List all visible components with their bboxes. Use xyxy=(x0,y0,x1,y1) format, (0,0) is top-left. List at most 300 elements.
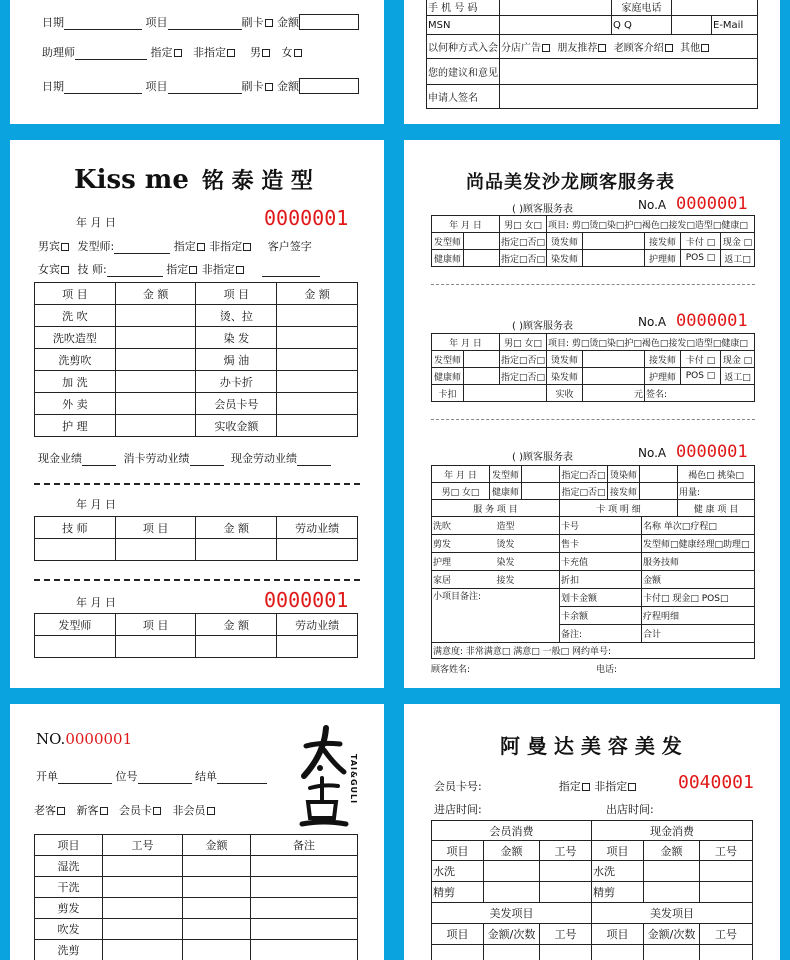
label-male-guest: 男宾 xyxy=(38,240,60,253)
label-open: 开单 xyxy=(36,770,58,783)
form3-table xyxy=(431,465,755,517)
tear-line-1 xyxy=(431,284,755,285)
table-row xyxy=(35,877,358,898)
table-row xyxy=(35,327,358,349)
label-designated: 指定 xyxy=(173,240,196,253)
stub1-date: 年 月 日 xyxy=(76,498,116,511)
date-line: 年 月 日 xyxy=(76,216,116,229)
label-date: 日期 xyxy=(42,16,64,29)
cell: 折扣 xyxy=(560,571,642,589)
cell: 健康师 xyxy=(432,368,464,385)
header-card-details: 卡 项 明 细 xyxy=(560,500,678,517)
field-msn[interactable] xyxy=(500,16,612,35)
header-amount: 金 额 xyxy=(115,283,196,305)
label-customer-name: 顾客姓名: xyxy=(431,665,471,675)
label-designated: 指定 xyxy=(558,780,581,793)
label-designated: 指定 xyxy=(150,46,173,59)
option-new-customer: 新客 xyxy=(76,804,99,817)
label-suggest: 您的建议和意见 xyxy=(427,59,500,85)
field-stylist[interactable] xyxy=(114,253,170,254)
amount-box-2[interactable] xyxy=(299,78,359,94)
cell-input[interactable] xyxy=(640,483,678,500)
header-amount-2: 金额 xyxy=(644,841,700,861)
cell-input[interactable] xyxy=(583,250,645,267)
cell-input[interactable] xyxy=(251,856,358,877)
checkbox-card-2[interactable] xyxy=(265,83,273,91)
option-friend: 朋友推荐 xyxy=(557,43,598,54)
form-card-kissme xyxy=(10,140,384,688)
cell-input[interactable] xyxy=(277,636,358,658)
cell: 洗吹造型 xyxy=(35,327,116,349)
cell-check[interactable]: 指定□否□ xyxy=(500,233,547,250)
option-other: 其他 xyxy=(680,43,701,54)
checkbox-designated[interactable] xyxy=(582,783,590,791)
c1-row1 xyxy=(42,14,359,30)
table-row xyxy=(432,589,755,607)
cell: 染发 xyxy=(496,553,560,571)
label-card-labor-perf: 消卡劳动业绩 xyxy=(123,452,190,465)
checkbox-other[interactable] xyxy=(701,44,709,52)
cell-input[interactable] xyxy=(540,861,592,882)
label-phone: 电话: xyxy=(596,665,618,675)
field-cash-perf[interactable] xyxy=(82,465,116,466)
cell-input[interactable] xyxy=(464,250,500,267)
form2-serial: 0000001 xyxy=(676,311,748,331)
option-old-customer: 老顾客介绍 xyxy=(613,43,664,54)
service-table xyxy=(34,282,358,437)
field-customer-sign[interactable] xyxy=(262,276,320,277)
checkbox-card[interactable] xyxy=(265,19,273,27)
amount-box[interactable] xyxy=(299,14,359,30)
table-row xyxy=(35,393,358,415)
header-staff-no: 工号 xyxy=(103,835,183,856)
cell-input[interactable] xyxy=(183,856,251,877)
field-assistant[interactable] xyxy=(75,59,147,60)
cell[interactable]: 名称 单次□疗程□ xyxy=(642,517,755,535)
cell: 水洗 xyxy=(592,861,644,882)
label-undesignated: 非指定 xyxy=(209,240,243,253)
cell-input[interactable] xyxy=(644,861,700,882)
cell-check[interactable]: 现金 □ xyxy=(721,351,755,368)
form-card-amanda xyxy=(404,704,780,960)
cell-input[interactable] xyxy=(277,349,358,371)
cell-input[interactable] xyxy=(277,393,358,415)
header-amount: 金额 xyxy=(484,841,540,861)
form3-serial: 0000001 xyxy=(676,442,748,462)
cell-check[interactable]: 卡付 □ xyxy=(681,351,721,368)
header-stylist: 发型师 xyxy=(35,614,116,636)
header-labor-perf: 劳动业绩 xyxy=(277,517,358,539)
table-row xyxy=(432,517,755,535)
table-header-row xyxy=(35,835,358,856)
cell-check[interactable]: 卡付 □ xyxy=(681,233,721,250)
cell: 剪发 xyxy=(432,535,496,553)
field-item-2[interactable] xyxy=(168,93,242,94)
header-hair-items-2: 美发项目 xyxy=(592,903,753,924)
header-health-items: 健 康 项 目 xyxy=(678,500,755,517)
checkbox-old-customer[interactable] xyxy=(57,807,65,815)
header-staff-no: 工号 xyxy=(540,841,592,861)
label-close: 结单 xyxy=(195,770,217,783)
checkbox-undesignated[interactable] xyxy=(628,783,636,791)
label-amount: 金额 xyxy=(277,16,299,29)
table-row xyxy=(35,898,358,919)
cell-usage[interactable]: 用量: xyxy=(678,483,755,500)
cell-input[interactable] xyxy=(115,636,196,658)
gender-stylist-row xyxy=(38,238,312,254)
stub2-date: 年 月 日 xyxy=(76,596,116,609)
cell-input[interactable] xyxy=(103,856,183,877)
table-row xyxy=(432,945,753,960)
label-item: 项目 xyxy=(145,16,168,29)
header-labor-perf: 劳动业绩 xyxy=(277,614,358,636)
checkbox-female[interactable] xyxy=(294,49,302,57)
cell-input[interactable] xyxy=(464,351,500,368)
cell-date: 年 月 日 xyxy=(432,334,500,351)
cell-input[interactable] xyxy=(115,415,196,437)
cell: 健康师 xyxy=(490,483,522,500)
cell-input[interactable] xyxy=(540,882,592,903)
logo-calligraphy-icon xyxy=(296,724,352,828)
label-male: 男 xyxy=(250,46,261,59)
cell: 接发师 xyxy=(608,483,640,500)
cell-input[interactable] xyxy=(522,483,560,500)
cell: 剪发 xyxy=(35,898,103,919)
cell-input[interactable] xyxy=(277,539,358,561)
cell-input[interactable] xyxy=(115,371,196,393)
field-sign[interactable] xyxy=(500,85,758,109)
cell-input[interactable] xyxy=(115,393,196,415)
cell: 烫发师 xyxy=(547,351,583,368)
table-row xyxy=(35,856,358,877)
label-female-guest: 女宾 xyxy=(38,263,60,276)
tear-line-2 xyxy=(34,579,360,581)
field-open[interactable] xyxy=(58,783,112,784)
label-homephone: 家庭电话 xyxy=(612,0,672,16)
form3-detail-table xyxy=(431,516,755,659)
cell-input[interactable] xyxy=(35,539,116,561)
cell-check[interactable]: 指定□否□ xyxy=(560,466,608,483)
field-suggest[interactable] xyxy=(500,59,758,85)
cell-input[interactable] xyxy=(583,233,645,250)
cell-received: 实收 xyxy=(547,385,583,402)
checkbox-male-guest[interactable] xyxy=(61,243,69,251)
cell-check[interactable]: 褐色□ 挑染□ xyxy=(678,466,755,483)
option-branch-ad: 分店广告 xyxy=(501,43,541,54)
checkbox-male[interactable] xyxy=(262,49,270,57)
field-date[interactable] xyxy=(64,29,142,30)
cell: 烫发 xyxy=(496,535,560,553)
checkbox-designated-2[interactable] xyxy=(189,266,197,274)
header-amount-times: 金额/次数 xyxy=(484,924,540,945)
cell-input[interactable] xyxy=(251,898,358,919)
checkbox-branch-ad[interactable] xyxy=(542,44,550,52)
service-table xyxy=(34,834,358,960)
cell-input[interactable] xyxy=(103,898,183,919)
brand-en: Kiss me xyxy=(74,165,189,195)
form2-label: ( )顾客服务表 xyxy=(512,321,573,332)
cell-check[interactable]: 现金 □ xyxy=(721,233,755,250)
cell: 染 发 xyxy=(196,327,277,349)
serial-number: 0040001 xyxy=(678,772,754,793)
cell-input[interactable] xyxy=(277,327,358,349)
header-amount: 金 额 xyxy=(196,614,277,636)
checkbox-non-member[interactable] xyxy=(207,807,215,815)
member-card-row xyxy=(434,778,637,794)
field-qq[interactable] xyxy=(672,16,712,35)
cell-gender[interactable]: 男□ 女□ xyxy=(500,334,547,351)
label-joinway: 以何种方式入会 xyxy=(427,35,500,59)
field-cash-labor-perf[interactable] xyxy=(297,465,331,466)
cell-items[interactable]: 项目: 剪□烫□染□护□褐色□接发□造型□健康□ xyxy=(547,334,755,351)
cell: 接发师 xyxy=(645,351,681,368)
field-mobile[interactable] xyxy=(500,0,612,16)
table-row xyxy=(432,571,755,589)
label-customer-sign: 客户签字 xyxy=(267,240,312,253)
cell-check[interactable]: 指定□否□ xyxy=(560,483,608,500)
cell-check[interactable]: POS □ xyxy=(681,368,721,385)
cell-input[interactable] xyxy=(484,882,540,903)
cell: 卡充值 xyxy=(560,553,642,571)
header-item: 项目 xyxy=(35,835,103,856)
cell: 造型 xyxy=(496,517,560,535)
cell-input[interactable] xyxy=(103,940,183,960)
cell[interactable]: 卡付□ 现金□ POS□ xyxy=(642,589,755,607)
cell: 护理师 xyxy=(645,250,681,267)
field-close[interactable] xyxy=(217,783,267,784)
form-card-taiguli xyxy=(10,704,384,960)
tear-line-1 xyxy=(34,483,360,485)
cell-input[interactable] xyxy=(583,351,645,368)
header-amount: 金额 xyxy=(183,835,251,856)
label-email: E-Mail xyxy=(712,16,758,35)
checkbox-designated[interactable] xyxy=(197,243,205,251)
cell[interactable]: 发型师□健康经理□助理□ xyxy=(642,535,755,553)
cell: 染发师 xyxy=(547,250,583,267)
cell-input[interactable] xyxy=(183,877,251,898)
cell-check[interactable]: 指定□否□ xyxy=(500,368,547,385)
label-female: 女 xyxy=(281,46,293,59)
consumption-table xyxy=(431,820,753,960)
form3-label: ( )顾客服务表 xyxy=(512,452,573,463)
label-exit-time: 出店时间: xyxy=(606,803,654,816)
table-row xyxy=(35,940,358,960)
label-cash-perf: 现金业绩 xyxy=(38,452,82,465)
option-old-customer: 老客 xyxy=(34,804,56,817)
cell: 洗吹 xyxy=(432,517,496,535)
label-item-2: 项目 xyxy=(145,80,168,93)
cell-gender[interactable]: 男□ 女□ xyxy=(500,216,547,233)
label-card-2: 刷卡 xyxy=(241,80,264,93)
cell-input[interactable] xyxy=(277,371,358,393)
cell: 接发师 xyxy=(645,233,681,250)
header-staff-no-2: 工号 xyxy=(700,924,753,945)
cell: 吹发 xyxy=(35,919,103,940)
label-sign: 申请人签名 xyxy=(427,85,500,109)
cell-satisfaction[interactable]: 满意度: 非常满意□ 满意□ 一般□ 网约单号: xyxy=(432,643,755,659)
option-non-member: 非会员 xyxy=(172,804,206,817)
cell-check[interactable]: 返工□ xyxy=(721,250,755,267)
cell-input[interactable] xyxy=(484,861,540,882)
cell-input[interactable] xyxy=(640,466,678,483)
label-member-card-no: 会员卡号: xyxy=(434,780,482,793)
header-staff-no: 工号 xyxy=(540,924,592,945)
label-cash-labor-perf: 现金劳动业绩 xyxy=(231,452,297,465)
header-item: 项 目 xyxy=(115,614,196,636)
cell-input[interactable] xyxy=(103,877,183,898)
cell: 卡余额 xyxy=(560,607,642,625)
label-msn: MSN xyxy=(427,16,500,35)
cell-remarks[interactable]: 小项目备注: xyxy=(432,589,560,643)
label-undesignated-2: 非指定 xyxy=(201,263,235,276)
checkbox-undesignated-2[interactable] xyxy=(236,266,244,274)
label-qq: Q Q xyxy=(612,16,672,35)
header-service-items: 服 务 项 目 xyxy=(432,500,560,517)
cell-check[interactable]: 返工□ xyxy=(721,368,755,385)
label-undesignated: 非指定 xyxy=(193,46,226,59)
cell-items[interactable]: 项目: 剪□烫□染□护□褐色□接发□造型□健康□ xyxy=(547,216,755,233)
cell: 加 洗 xyxy=(35,371,116,393)
form-card-shangpin xyxy=(404,140,780,688)
header-item: 项 目 xyxy=(115,517,196,539)
cell-input[interactable] xyxy=(464,233,500,250)
header-item-2: 项目 xyxy=(592,841,644,861)
label-technician: 技 师: xyxy=(77,263,107,276)
cell-input[interactable] xyxy=(251,919,358,940)
checkbox-new-customer[interactable] xyxy=(100,807,108,815)
field-item[interactable] xyxy=(168,29,242,30)
table-row xyxy=(432,553,755,571)
field-card-labor-perf[interactable] xyxy=(190,465,224,466)
field-seat[interactable] xyxy=(138,783,192,784)
cell-input[interactable] xyxy=(35,636,116,658)
cell-input[interactable] xyxy=(464,368,500,385)
cell-input[interactable] xyxy=(522,466,560,483)
checkbox-undesignated[interactable] xyxy=(243,243,251,251)
form2-no-label: No.A xyxy=(638,315,667,329)
cell: 发型师 xyxy=(432,351,464,368)
table-row xyxy=(35,415,358,437)
cell: 洗剪 xyxy=(35,940,103,960)
field-date-2[interactable] xyxy=(64,93,142,94)
brand-cn: 铭 泰 造 型 xyxy=(201,168,313,194)
cell-input[interactable] xyxy=(115,539,196,561)
cell: 烫发师 xyxy=(547,233,583,250)
label-designated-2: 指定 xyxy=(166,263,189,276)
header-staff-no-2: 工号 xyxy=(700,841,753,861)
cell: 疗程明细 xyxy=(642,607,755,625)
cell-check[interactable]: 指定□否□ xyxy=(500,250,547,267)
label-card: 刷卡 xyxy=(241,16,264,29)
cell-input[interactable] xyxy=(183,940,251,960)
cell: 发型师 xyxy=(490,466,522,483)
checkbox-female-guest[interactable] xyxy=(61,266,69,274)
cell: 合计 xyxy=(642,625,755,643)
field-technician[interactable] xyxy=(107,276,163,277)
joinway-options xyxy=(500,35,758,59)
cell-input[interactable] xyxy=(183,919,251,940)
cell-input[interactable] xyxy=(277,415,358,437)
cell-input[interactable] xyxy=(251,877,358,898)
header-amount-times-2: 金额/次数 xyxy=(644,924,700,945)
form3-no-label: No.A xyxy=(638,446,667,460)
header-tech: 技 师 xyxy=(35,517,116,539)
header-remarks: 备注 xyxy=(251,835,358,856)
checkbox-member-card[interactable] xyxy=(153,807,161,815)
checkbox-old-customer[interactable] xyxy=(665,44,673,52)
cell-input[interactable] xyxy=(700,882,753,903)
table-header-row xyxy=(35,283,358,305)
cell-input[interactable] xyxy=(700,861,753,882)
cell-input[interactable] xyxy=(183,898,251,919)
stub2-table xyxy=(34,613,358,658)
form1-label: ( )顾客服务表 xyxy=(512,204,573,215)
cell-input[interactable] xyxy=(196,539,277,561)
cell-input[interactable] xyxy=(115,327,196,349)
label-assistant: 助理师 xyxy=(42,46,75,59)
cell: 精剪 xyxy=(432,882,484,903)
cell: 家居 xyxy=(432,571,496,589)
cell-check[interactable]: 指定□否□ xyxy=(500,351,547,368)
cell: 健康师 xyxy=(432,250,464,267)
cell: 干洗 xyxy=(35,877,103,898)
order-number xyxy=(36,730,132,748)
cell: 划卡金额 xyxy=(560,589,642,607)
checkbox-friend[interactable] xyxy=(598,44,606,52)
cell-card-deduct: 卡扣 xyxy=(432,385,464,402)
cell: 水洗 xyxy=(432,861,484,882)
option-member-card: 会员卡 xyxy=(119,804,152,817)
form1-serial: 0000001 xyxy=(676,194,748,214)
cell-input[interactable] xyxy=(103,919,183,940)
cell-input[interactable] xyxy=(644,882,700,903)
header-item: 项 目 xyxy=(35,283,116,305)
form-card-top-right xyxy=(404,0,780,124)
header-cash-consumption: 现金消费 xyxy=(592,821,753,841)
table-row xyxy=(432,535,755,553)
cell-input[interactable] xyxy=(115,349,196,371)
cell-input[interactable] xyxy=(277,305,358,327)
cell-input[interactable] xyxy=(196,636,277,658)
customer-type-row xyxy=(34,802,216,818)
cell-input[interactable] xyxy=(251,940,358,960)
cell: 卡号 xyxy=(560,517,642,535)
header-hair-items: 美发项目 xyxy=(432,903,592,924)
cell: 接发 xyxy=(496,571,560,589)
gender-tech-row xyxy=(38,261,320,277)
salon-title: 尚品美发沙龙顾客服务表 xyxy=(466,172,675,193)
serial-number-2: 0000001 xyxy=(264,588,349,612)
cell-input[interactable] xyxy=(115,305,196,327)
label-no: NO. xyxy=(36,730,66,748)
header-item: 项目 xyxy=(432,924,484,945)
cell-input[interactable] xyxy=(583,368,645,385)
checkbox-designated[interactable] xyxy=(174,49,182,57)
cell: 湿洗 xyxy=(35,856,103,877)
c1-row2 xyxy=(42,44,303,60)
cell-input[interactable] xyxy=(464,385,547,402)
cell-gender[interactable]: 男□ 女□ xyxy=(432,483,490,500)
checkbox-undesignated[interactable] xyxy=(227,49,235,57)
field-homephone[interactable] xyxy=(672,0,758,16)
cell: 护 理 xyxy=(35,415,116,437)
cell: 办卡折 xyxy=(196,371,277,393)
header-amount-2: 金 额 xyxy=(277,283,358,305)
cell-check[interactable]: POS □ xyxy=(681,250,721,267)
cell-signature[interactable]: 签名: xyxy=(645,385,755,402)
table-row xyxy=(432,882,753,903)
cell: 发型师 xyxy=(432,233,464,250)
